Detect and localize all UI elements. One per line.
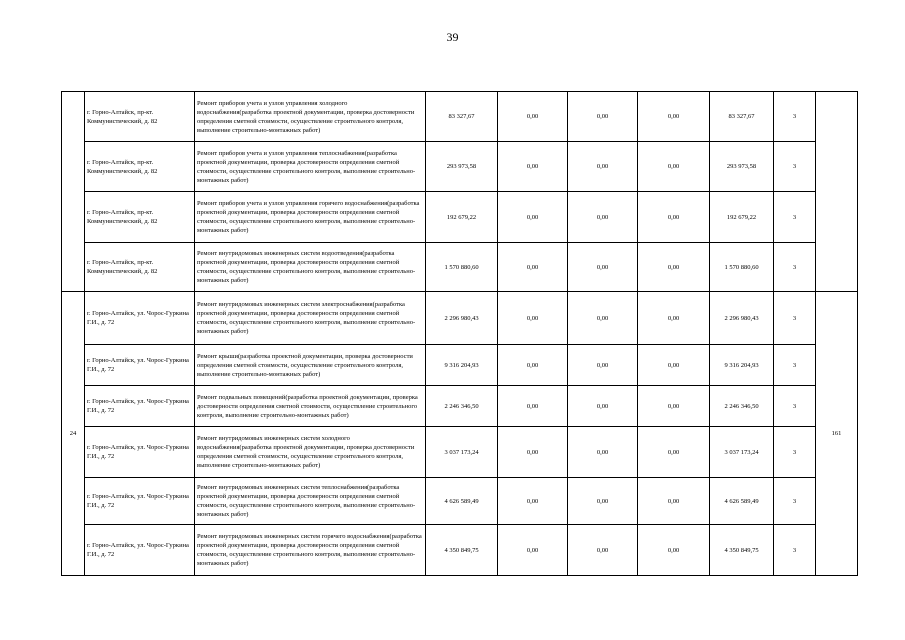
amount-cell: 293 973,58 [710, 142, 774, 192]
amount-cell: 1 570 880,60 [710, 243, 774, 292]
amount-cell: 0,00 [568, 478, 638, 525]
amount-cell: 192 679,22 [426, 192, 498, 243]
work-description-cell: Ремонт приборов учета и узлов управления холодного водоснабжения(разработка проектной документации, проверка достоверности определения сметной стоимости, осуществление строительного контроля, выполнение строительно-монтажных работ) [195, 92, 426, 142]
amount-cell: 0,00 [498, 345, 568, 386]
amount-cell: 0,00 [498, 525, 568, 576]
code-cell: 3 [774, 243, 816, 292]
work-description-cell: Ремонт внутридомовых инженерных систем водоотведения(разработка проектной документации, проверка достоверности определения сметной стоимости, осуществление строительного контроля, выполнение строительно-монтажных работ) [195, 243, 426, 292]
code-cell: 3 [774, 525, 816, 576]
table-row [62, 386, 858, 427]
amount-cell: 0,00 [498, 142, 568, 192]
amount-cell: 4 626 589,49 [426, 478, 498, 525]
table-row [62, 345, 858, 386]
amount-cell: 293 973,58 [426, 142, 498, 192]
amount-cell: 192 679,22 [710, 192, 774, 243]
code-cell: 3 [774, 142, 816, 192]
table-row [62, 243, 858, 292]
work-description-cell: Ремонт внутридомовых инженерных систем горячего водоснабжения(разработка проектной документации, проверка достоверности определения сметной стоимости, осуществление строительного контроля, выполнение строительно-монтажных работ) [195, 525, 426, 576]
amount-cell: 2 296 980,43 [710, 292, 774, 345]
amount-cell: 0,00 [498, 192, 568, 243]
amount-cell: 0,00 [568, 525, 638, 576]
code-cell: 3 [774, 427, 816, 478]
address-cell: г. Горно-Алтайск, ул. Чорос-Гуркина Г.И., д. 72 [85, 292, 195, 345]
amount-cell: 0,00 [568, 192, 638, 243]
amount-cell: 0,00 [498, 243, 568, 292]
address-cell: г. Горно-Алтайск, ул. Чорос-Гуркина Г.И., д. 72 [85, 525, 195, 576]
table-row [62, 525, 858, 576]
amount-cell: 0,00 [568, 427, 638, 478]
work-description-cell: Ремонт приборов учета и узлов управления горячего водоснабжения(разработка проектной документации, проверка достоверности определения сметной стоимости, осуществление строительного контроля, выполнение строительно-монтажных работ) [195, 192, 426, 243]
address-cell: г. Горно-Алтайск, пр-кт. Коммунистический, д. 82 [85, 192, 195, 243]
address-cell: г. Горно-Алтайск, пр-кт. Коммунистический, д. 82 [85, 243, 195, 292]
code-cell: 3 [774, 345, 816, 386]
amount-cell: 0,00 [638, 386, 710, 427]
code-cell: 3 [774, 478, 816, 525]
table-row [62, 427, 858, 478]
amount-cell: 2 246 346,50 [426, 386, 498, 427]
table-row [62, 92, 858, 142]
table-row [62, 292, 858, 345]
amount-cell: 3 037 173,24 [426, 427, 498, 478]
amount-cell: 83 327,67 [710, 92, 774, 142]
address-cell: г. Горно-Алтайск, ул. Чорос-Гуркина Г.И., д. 72 [85, 345, 195, 386]
amount-cell: 0,00 [498, 478, 568, 525]
amount-cell: 0,00 [498, 292, 568, 345]
amount-cell: 2 296 980,43 [426, 292, 498, 345]
works-table [61, 91, 858, 576]
address-cell: г. Горно-Алтайск, пр-кт. Коммунистический, д. 82 [85, 92, 195, 142]
amount-cell: 4 350 849,75 [710, 525, 774, 576]
amount-cell: 9 316 204,93 [710, 345, 774, 386]
amount-cell: 0,00 [638, 427, 710, 478]
amount-cell: 0,00 [638, 142, 710, 192]
amount-cell: 4 626 589,49 [710, 478, 774, 525]
group-index-cell [62, 92, 85, 292]
code-cell: 3 [774, 92, 816, 142]
address-cell: г. Горно-Алтайск, пр-кт. Коммунистический, д. 82 [85, 142, 195, 192]
work-description-cell: Ремонт внутридомовых инженерных систем теплоснабжения(разработка проектной документации, проверка достоверности определения сметной стоимости, осуществление строительного контроля, выполнение строительно-монтажных работ) [195, 478, 426, 525]
amount-cell: 0,00 [568, 142, 638, 192]
amount-cell: 0,00 [568, 345, 638, 386]
work-description-cell: Ремонт внутридомовых инженерных систем электроснабжения(разработка проектной документации, проверка достоверности определения сметной стоимости, осуществление строительного контроля, выполнение строительно-монтажных работ) [195, 292, 426, 345]
address-cell: г. Горно-Алтайск, ул. Чорос-Гуркина Г.И., д. 72 [85, 427, 195, 478]
address-cell: г. Горно-Алтайск, ул. Чорос-Гуркина Г.И., д. 72 [85, 386, 195, 427]
amount-cell: 0,00 [568, 386, 638, 427]
amount-cell: 0,00 [568, 292, 638, 345]
group-total-cell: 161 [816, 292, 858, 576]
page-number: 39 [446, 30, 459, 44]
amount-cell: 9 316 204,93 [426, 345, 498, 386]
table-row [62, 478, 858, 525]
work-description-cell: Ремонт внутридомовых инженерных систем холодного водоснабжения(разработка проектной документации, проверка достоверности определения сметной стоимости, осуществление строительного контроля, выполнение строительно-монтажных работ) [195, 427, 426, 478]
amount-cell: 0,00 [638, 292, 710, 345]
amount-cell: 0,00 [638, 92, 710, 142]
amount-cell: 3 037 173,24 [710, 427, 774, 478]
amount-cell: 2 246 346,50 [710, 386, 774, 427]
amount-cell: 0,00 [568, 92, 638, 142]
amount-cell: 0,00 [638, 345, 710, 386]
table-row [62, 142, 858, 192]
amount-cell: 0,00 [568, 243, 638, 292]
amount-cell: 0,00 [638, 478, 710, 525]
work-description-cell: Ремонт крыши(разработка проектной документации, проверка достоверности определения сметной стоимости, осуществление строительного контроля, выполнение строительно-монтажных работ) [195, 345, 426, 386]
amount-cell: 4 350 849,75 [426, 525, 498, 576]
address-cell: г. Горно-Алтайск, ул. Чорос-Гуркина Г.И., д. 72 [85, 478, 195, 525]
group-total-cell [816, 92, 858, 292]
amount-cell: 0,00 [498, 386, 568, 427]
work-description-cell: Ремонт подвальных помещений(разработка проектной документации, проверка достоверности определения сметной стоимости, осуществление строительного контроля, выполнение строительно-монтажных работ) [195, 386, 426, 427]
amount-cell: 0,00 [498, 427, 568, 478]
amount-cell: 0,00 [638, 525, 710, 576]
code-cell: 3 [774, 192, 816, 243]
amount-cell: 0,00 [498, 92, 568, 142]
table-row [62, 192, 858, 243]
amount-cell: 83 327,67 [426, 92, 498, 142]
code-cell: 3 [774, 386, 816, 427]
work-description-cell: Ремонт приборов учета и узлов управления теплоснабжения(разработка проектной документации, проверка достоверности определения сметной стоимости, осуществление строительного контроля, выполнение строительно-монтажных работ) [195, 142, 426, 192]
group-index-cell: 24 [62, 292, 85, 576]
amount-cell: 0,00 [638, 192, 710, 243]
code-cell: 3 [774, 292, 816, 345]
amount-cell: 0,00 [638, 243, 710, 292]
amount-cell: 1 570 880,60 [426, 243, 498, 292]
